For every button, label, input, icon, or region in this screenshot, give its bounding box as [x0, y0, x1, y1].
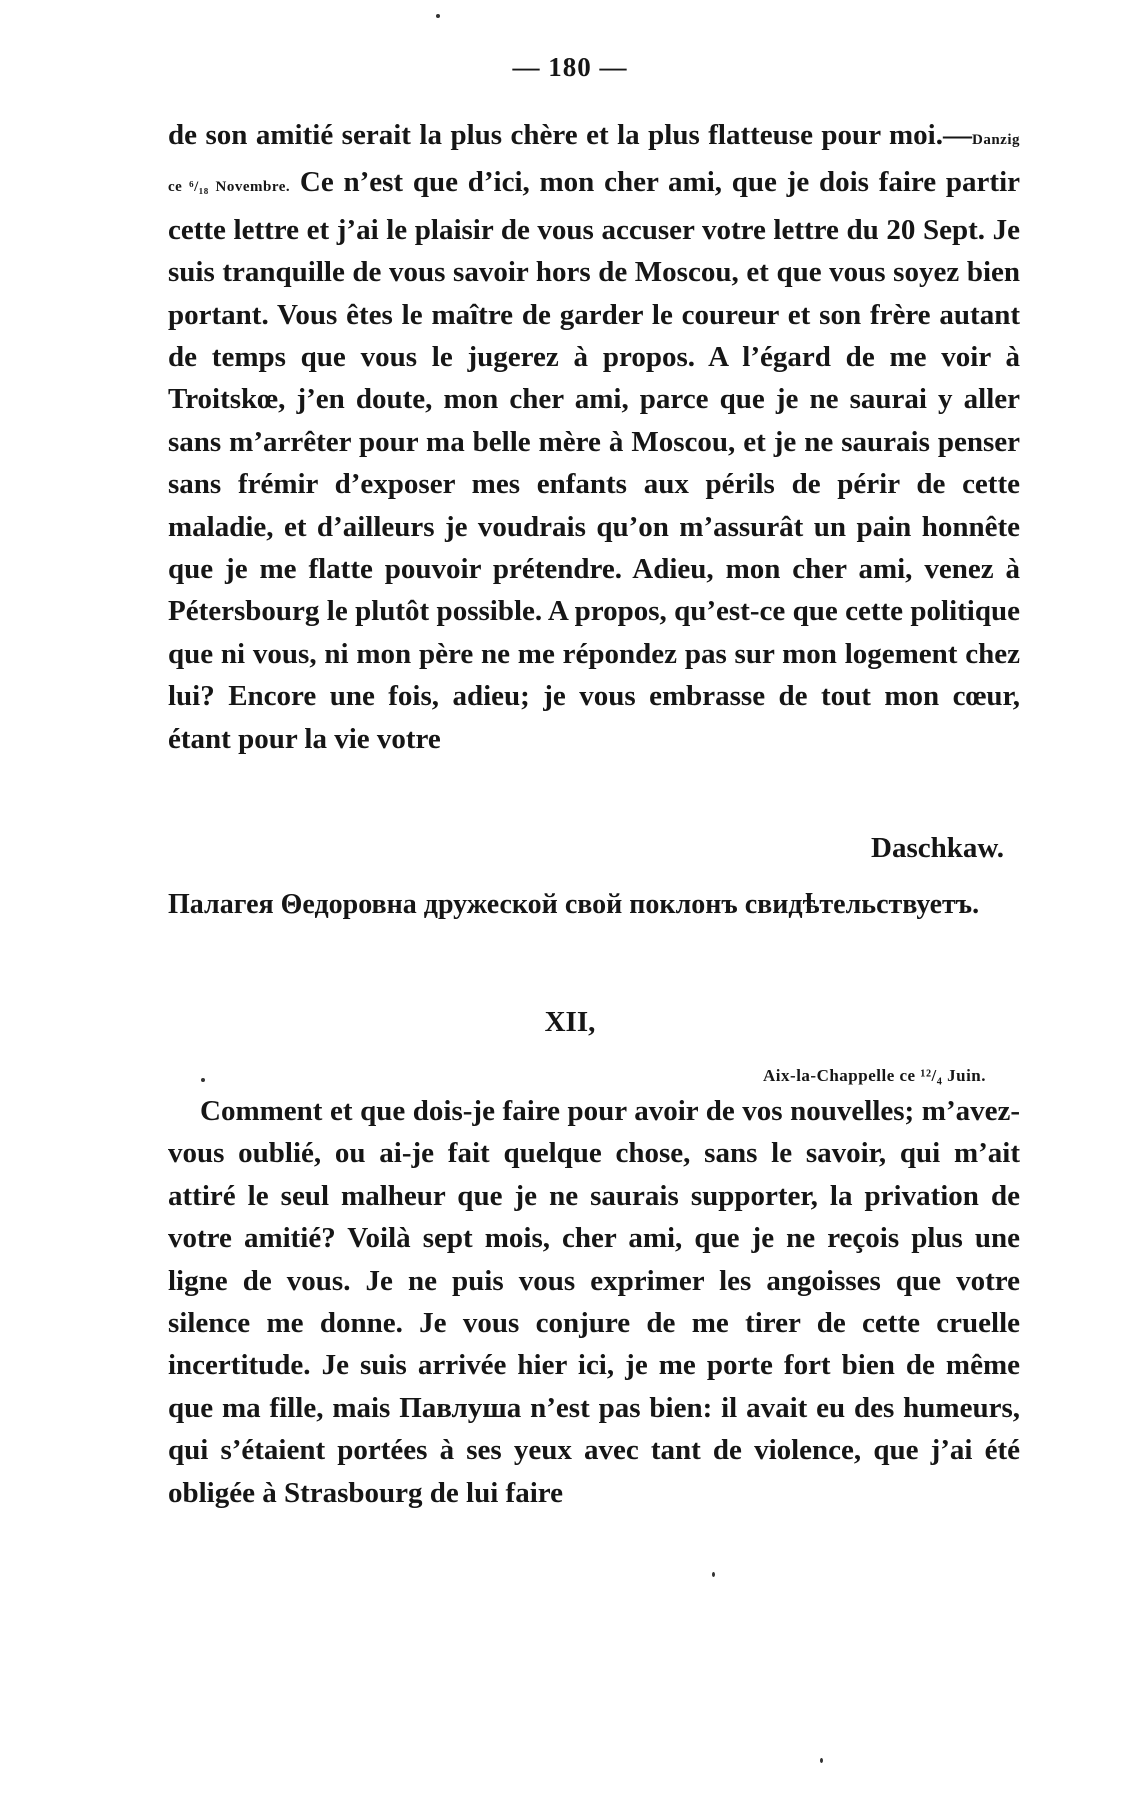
ink-speck	[820, 1758, 823, 1763]
ink-speck	[712, 1572, 715, 1577]
letter-one-signature: Daschkaw.	[871, 832, 1004, 864]
letter-one-dateline: Danzig ce ⁶/₁₈ Novembre.	[168, 132, 1020, 196]
section-number: XII,	[544, 1006, 596, 1038]
letter-one-opening: de son amitié serait la plus chère et la plus flatteuse pour moi.—	[168, 119, 972, 151]
letter-two-place-date: Aix-la-Chappelle ce ¹²/₄ Juin.	[763, 1066, 986, 1085]
letter-two-text: Comment et que dois-je faire pour avoir de vos nouvelles; m’avez-vous oublié, ou ai-je fait quelque chose, sans le savoir, qui m’ait attiré le seul malheur que je ne saurais supporter, la privation de votre amitié? Voilà sept mois, cher ami, que je ne reçois plus une ligne de vous. Je ne puis vous exprimer les angoisses que votre silence me donne. Je vous conjure de me tirer de cette cruelle incertitude. Je suis arrivée hier ici, je me porte fort bien de même que ma fille, mais Павлуша n’est pas bien: il avait eu des humeurs, qui s’étaient portées à ses yeux avec tant de violence, que j’ai été obligée à Strasbourg de lui faire	[168, 1095, 1020, 1509]
page-number: — 180 —	[512, 52, 628, 82]
letter-one-body	[168, 114, 1020, 760]
ink-speck	[436, 14, 440, 18]
russian-postscript: Палагея Θедоровна дружеской свой поклонъ свидѣтельствуетъ.	[168, 889, 980, 920]
letter-two-body	[168, 1090, 1020, 1514]
letter-one-continuation: Ce n’est que d’ici, mon cher ami, que je dois faire partir cette lettre et j’ai le plaisir de vous accuser votre lettre du 20 Sept. Je suis tranquille de vous savoir hors de Moscou, et que vous soyez bien portant. Vous êtes le maître de garder le coureur et son frère autant de temps que vous le jugerez à propos. A l’égard de me voir à Troitskœ, j’en doute, mon cher ami, parce que je ne saurai y aller sans m’arrêter pour ma belle mère à Moscou, et je ne saurais penser sans frémir d’exposer mes enfants aux périls de périr de cette maladie, et d’ailleurs je voudrais qu’on m’assurât un pain honnête que je me flatte pouvoir prétendre. Adieu, mon cher ami, venez à Pétersbourg le plutôt possible. A propos, qu’est-ce que cette politique que ni vous, ni mon père ne me répondez pas sur mon logement chez lui? Encore une fois, adieu; je vous embrasse de tout mon cœur, étant pour la vie votre	[168, 166, 1020, 755]
